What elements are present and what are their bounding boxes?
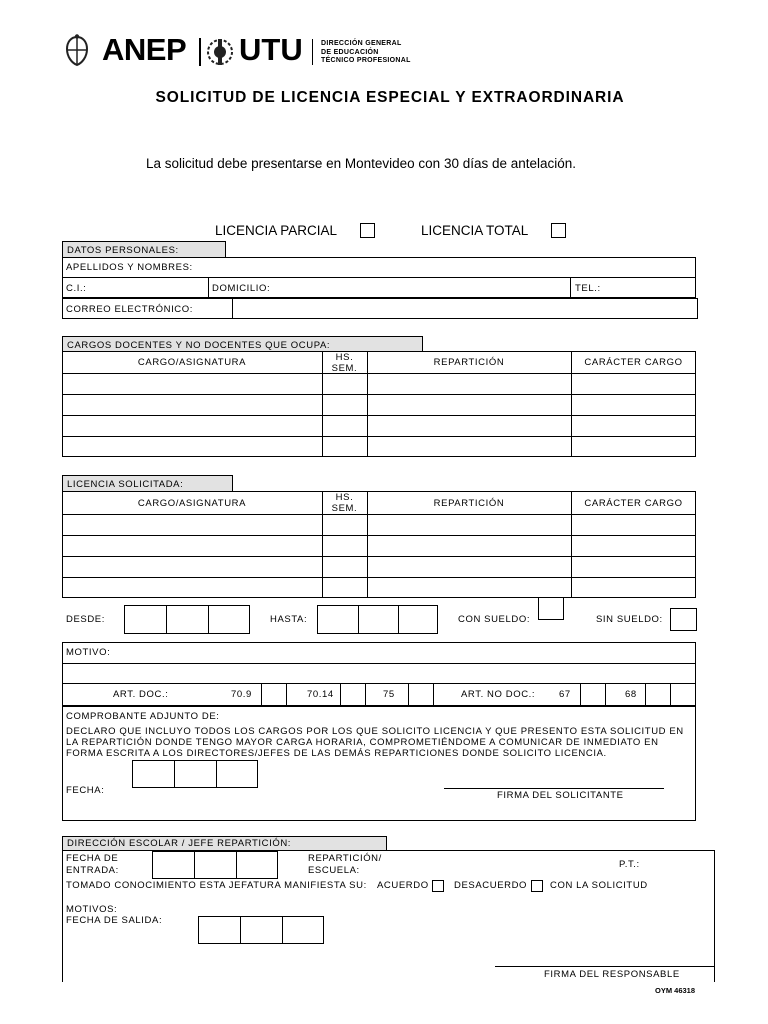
to-day-box[interactable] — [317, 605, 359, 634]
ci-label: C.I.: — [66, 283, 87, 294]
direction-right-border — [714, 850, 715, 982]
unpaid-label: SIN SUELDO: — [596, 614, 663, 625]
entry-date-line1: FECHA DE — [66, 853, 119, 864]
requested-col-hs-line1: HS. — [335, 492, 354, 503]
requested-col-hs-line2: SEM. — [331, 503, 358, 514]
form-code: OYM 46318 — [655, 986, 696, 995]
license-partial-label: LICENCIA PARCIAL — [215, 223, 338, 238]
exit-date-label: FECHA DE SALIDA: — [66, 915, 163, 926]
submission-notice: La solicitud debe presentarse en Montevideo con 30 días de antelación. — [146, 156, 577, 171]
unpaid-checkbox[interactable] — [670, 608, 697, 631]
positions-col-hs-line1: HS. — [335, 352, 354, 363]
org-line-1: DIRECCIÓN GENERAL — [321, 40, 402, 47]
page-title: SOLICITUD DE LICENCIA ESPECIAL Y EXTRAORDINARIA — [155, 89, 625, 106]
anep-logo-text: ANEP — [102, 32, 187, 67]
entry-date-day-box[interactable] — [152, 851, 195, 879]
pt-label: P.T.: — [619, 859, 640, 870]
org-name — [321, 40, 411, 66]
declaration-date-year-box[interactable] — [216, 760, 258, 788]
phone-label: TEL.: — [575, 283, 601, 294]
license-partial-checkbox[interactable] — [360, 223, 375, 238]
divider — [62, 373, 696, 374]
divider — [62, 436, 696, 437]
header-logos — [62, 34, 422, 70]
divider — [62, 415, 696, 416]
personal-data-section-tab: DATOS PERSONALES: — [62, 241, 226, 258]
positions-section-tab: CARGOS DOCENTES Y NO DOCENTES QUE OCUPA: — [62, 336, 423, 352]
direction-top-border — [387, 850, 715, 851]
divider — [62, 663, 696, 664]
attached-label: COMPROBANTE ADJUNTO DE: — [66, 711, 220, 722]
positions-col-caracter: CARÁCTER CARGO — [584, 357, 683, 368]
divider — [62, 535, 696, 536]
positions-col-cargo: CARGO/ASIGNATURA — [137, 357, 247, 368]
requested-col-reparticion: REPARTICIÓN — [433, 498, 505, 509]
declaration-date-month-box[interactable] — [174, 760, 217, 788]
utu-logo-text: UTU — [239, 32, 303, 67]
paid-checkbox[interactable] — [538, 597, 564, 620]
requested-col-hs — [322, 492, 367, 514]
exit-date-day-box[interactable] — [198, 916, 241, 944]
phone-field[interactable] — [605, 278, 694, 297]
divider — [62, 577, 696, 578]
divider — [232, 298, 233, 319]
requested-section-tab: LICENCIA SOLICITADA: — [62, 475, 233, 492]
responsible-signature-line[interactable] — [495, 966, 714, 967]
address-label: DOMICILIO: — [212, 283, 271, 294]
positions-col-hs-line2: SEM. — [331, 363, 358, 374]
logo-divider-2 — [312, 39, 313, 65]
divider — [62, 394, 696, 395]
art-75-label: 75 — [383, 689, 395, 700]
applicant-signature-label: FIRMA DEL SOLICITANTE — [497, 790, 624, 801]
art-709-label: 70.9 — [231, 689, 252, 700]
to-year-box[interactable] — [398, 605, 438, 634]
positions-col-reparticion: REPARTICIÓN — [433, 357, 505, 368]
art-no-doc-label: ART. NO DOC.: — [461, 689, 536, 700]
positions-col-hs — [322, 352, 367, 374]
requested-col-cargo: CARGO/ASIGNATURA — [137, 498, 247, 509]
divider — [62, 514, 696, 515]
entry-date-label — [66, 853, 119, 877]
office-label — [308, 853, 382, 877]
requested-col-caracter: CARÁCTER CARGO — [584, 498, 683, 509]
org-line-3: TÉCNICO PROFESIONAL — [321, 57, 411, 64]
license-total-label: LICENCIA TOTAL — [421, 223, 529, 238]
entry-date-line2: ENTRADA: — [66, 865, 119, 876]
from-label: DESDE: — [66, 614, 105, 625]
names-field[interactable] — [200, 258, 694, 276]
from-month-box[interactable] — [166, 605, 209, 634]
address-field[interactable] — [272, 278, 568, 297]
art-7014-label: 70.14 — [307, 689, 334, 700]
from-year-box[interactable] — [208, 605, 250, 634]
disagree-label: DESACUERDO — [454, 880, 528, 891]
art-67-label: 67 — [559, 689, 571, 700]
art-68-checkbox[interactable] — [645, 683, 671, 706]
to-label: HASTA: — [270, 614, 308, 625]
direction-section-tab: DIRECCIÓN ESCOLAR / JEFE REPARTICIÓN: — [62, 836, 387, 851]
logo-divider — [199, 38, 201, 66]
declaration-date-label: FECHA: — [66, 785, 105, 796]
reasons-label: MOTIVOS: — [66, 904, 118, 915]
entry-date-month-box[interactable] — [194, 851, 237, 879]
email-field[interactable] — [234, 299, 696, 318]
direction-left-border — [62, 850, 63, 982]
art-75-checkbox[interactable] — [408, 683, 434, 706]
disagree-checkbox[interactable] — [531, 880, 543, 892]
divider — [208, 277, 209, 298]
divider — [570, 277, 571, 298]
art-doc-label: ART. DOC.: — [113, 689, 169, 700]
declaration-text: DECLARO QUE INCLUYO TODOS LOS CARGOS POR LOS QUE SOLICITO LICENCIA Y QUE PRESENTO ESTA SOLICITUD EN LA REPARTICIÓN DONDE TENGO MAYOR CARGA HORARIA, COMPROMETIÉNDOME A COMUNICAR DE INMEDIATO EN FORMA ESCRITA A LOS DIRECTORES/JEFES DE LAS DEMÁS REPARTICIONES DONDE SOLICITO LICENCIA. — [66, 726, 684, 759]
org-line-2: DE EDUCACIÓN — [321, 48, 379, 56]
reason-label: MOTIVO: — [66, 647, 111, 658]
utu-emblem-icon — [206, 36, 234, 68]
declaration-date-day-box[interactable] — [132, 760, 175, 788]
with-request-label: CON LA SOLICITUD — [550, 880, 648, 891]
entry-date-year-box[interactable] — [236, 851, 278, 879]
responsible-signature-label: FIRMA DEL RESPONSABLE — [544, 969, 680, 980]
office-line2: ESCUELA: — [308, 865, 360, 876]
art-7014-checkbox[interactable] — [340, 683, 366, 706]
applicant-signature-line[interactable] — [444, 788, 664, 789]
names-label: APELLIDOS Y NOMBRES: — [66, 262, 193, 273]
divider — [62, 556, 696, 557]
from-day-box[interactable] — [124, 605, 167, 634]
email-label: CORREO ELECTRÓNICO: — [66, 304, 193, 315]
agree-label: ACUERDO — [377, 880, 429, 891]
agree-checkbox[interactable] — [432, 880, 444, 892]
exit-date-month-box[interactable] — [240, 916, 283, 944]
coat-of-arms-icon — [62, 34, 92, 68]
art-68-label: 68 — [625, 689, 637, 700]
exit-date-year-box[interactable] — [282, 916, 324, 944]
ci-field[interactable] — [90, 278, 206, 297]
art-67-checkbox[interactable] — [580, 683, 606, 706]
license-total-checkbox[interactable] — [551, 223, 566, 238]
art-709-checkbox[interactable] — [261, 683, 287, 706]
office-line1: REPARTICIÓN/ — [308, 853, 382, 864]
paid-label: CON SUELDO: — [458, 614, 531, 625]
acknowledge-label: TOMADO CONOCIMIENTO ESTA JEFATURA MANIFIESTA SU: — [66, 880, 367, 891]
to-month-box[interactable] — [358, 605, 399, 634]
